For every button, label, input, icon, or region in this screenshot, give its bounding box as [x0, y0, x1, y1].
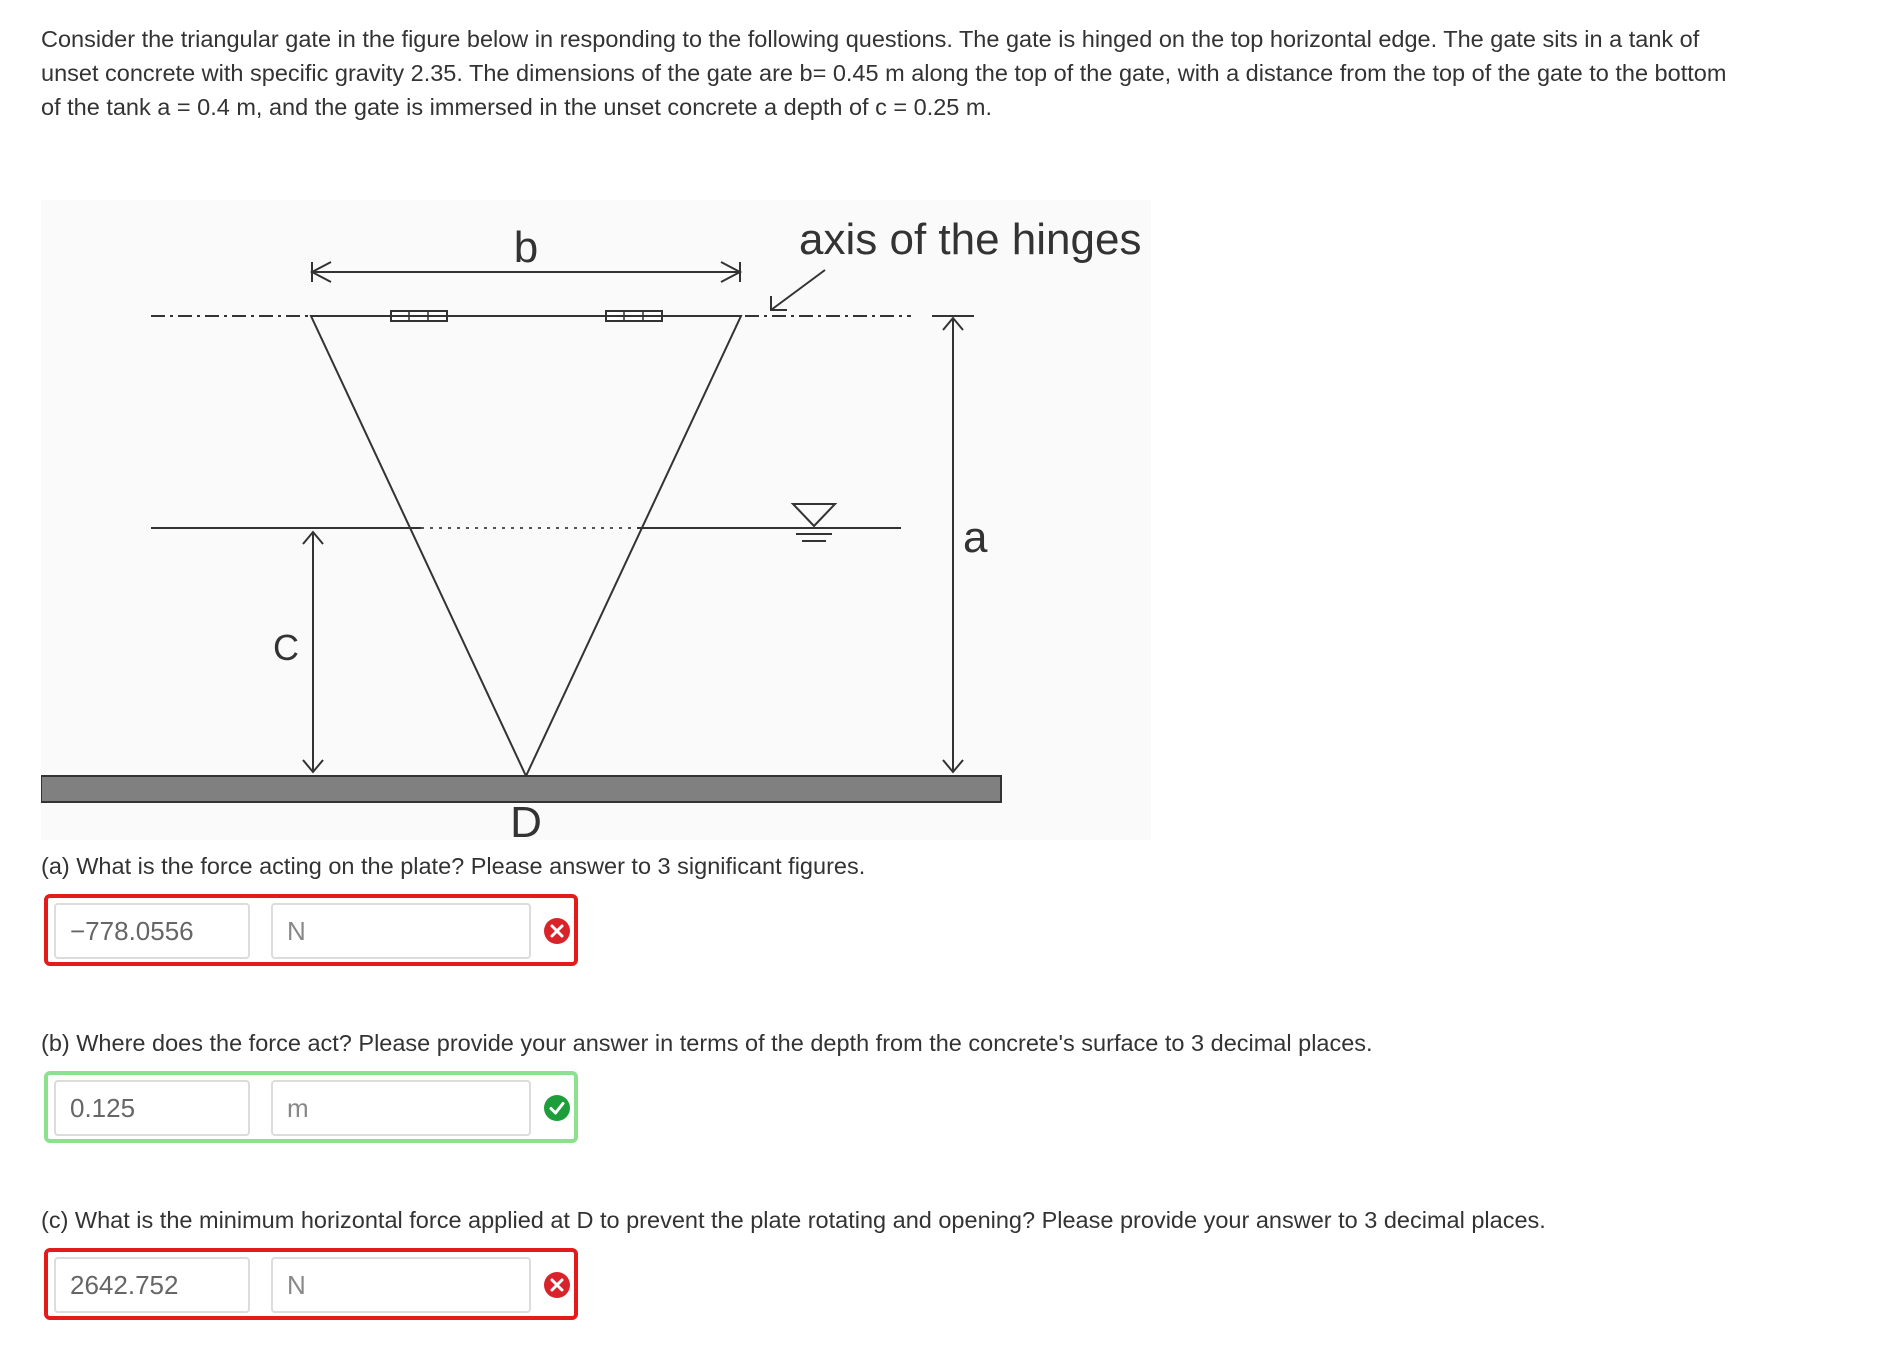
question-b-text: (b) Where does the force act? Please provide your answer in terms of the depth from the concrete's surface to 3 decimal places.: [41, 1030, 1373, 1056]
answer-c-value-input[interactable]: 2642.752: [54, 1257, 250, 1313]
gate-figure: [41, 200, 1151, 840]
answer-b-value-input[interactable]: 0.125: [54, 1080, 250, 1136]
answer-a-value-input[interactable]: −778.0556: [54, 903, 250, 959]
label-axis-of-hinges: axis of the hinges: [799, 215, 1142, 264]
label-d: D: [510, 798, 542, 840]
label-a: a: [963, 513, 988, 562]
answer-a-container: [44, 894, 578, 966]
answer-c-container: [44, 1248, 578, 1320]
correct-icon: [544, 1095, 570, 1121]
incorrect-icon: [544, 1272, 570, 1298]
answer-c-unit-input[interactable]: N: [271, 1257, 531, 1313]
answer-b-container: [44, 1071, 578, 1143]
question-intro: Consider the triangular gate in the figure below in responding to the following questions. The gate is hinged on the top horizontal edge. The gate sits in a tank of unset concrete with specific gravity 2.35. The dimensions of the gate are b= 0.45 m along the top of the gate, with a distance from the top of the gate to the bottom of the tank a = 0.4 m, and the gate is immersed in the unset concrete a depth of c = 0.25 m.: [41, 26, 1727, 120]
answer-b-unit-input[interactable]: m: [271, 1080, 531, 1136]
incorrect-icon: [544, 918, 570, 944]
label-c: C: [273, 627, 299, 668]
question-c-text: (c) What is the minimum horizontal force applied at D to prevent the plate rotating and opening? Please provide your answer to 3 decimal places.: [41, 1207, 1546, 1233]
label-b: b: [513, 223, 539, 272]
question-a-text: (a) What is the force acting on the plate? Please answer to 3 significant figures.: [41, 853, 866, 879]
answer-a-unit-input[interactable]: N: [271, 903, 531, 959]
